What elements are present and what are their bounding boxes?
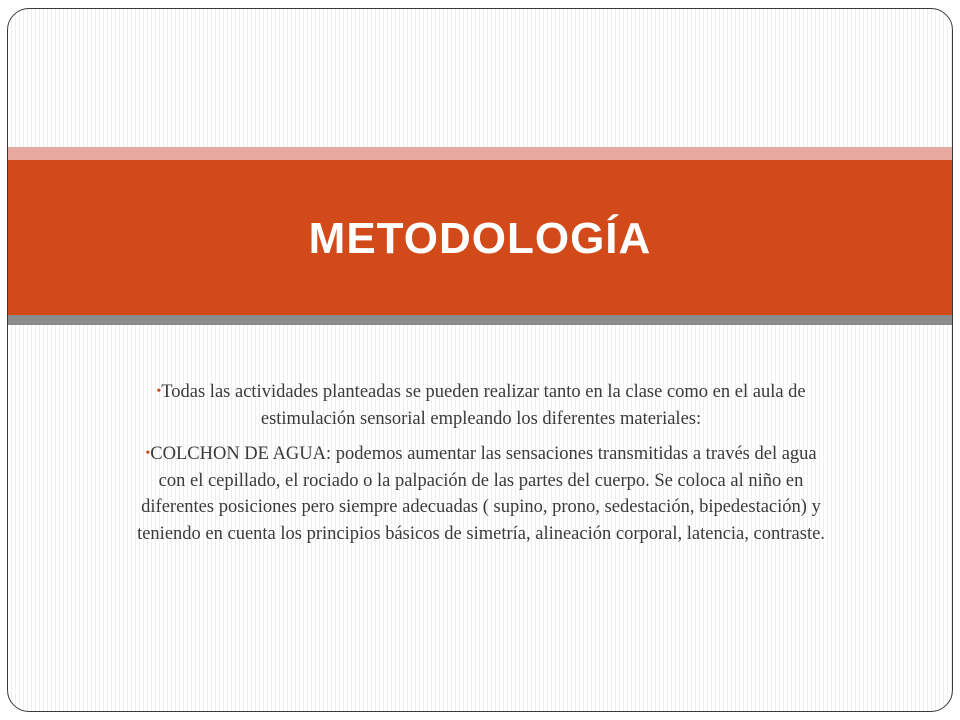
slide-body xyxy=(136,379,826,556)
title-band-bottom-stripe xyxy=(8,315,952,325)
bullet-paragraph xyxy=(136,441,826,547)
slide xyxy=(7,8,953,712)
bullet-icon: • xyxy=(156,384,162,399)
bullet-paragraph xyxy=(136,379,826,432)
bullet-icon: • xyxy=(145,446,151,461)
paragraph-text: COLCHON DE AGUA: podemos aumentar las sensaciones transmitidas a través del agua con el cepillado, el rociado o la palpación de las partes del cuerpo. Se coloca al niño en diferentes posiciones pero siempre adecuadas ( supino, prono, sedestación, bipedestación) y teniendo en cuenta los principios básicos de simetría, alineación corporal, latencia, contraste. xyxy=(137,444,825,544)
paragraph-text: Todas las actividades planteadas se pueden realizar tanto en la clase como en el aula de estimulación sensorial empleando los diferentes materiales: xyxy=(161,382,806,429)
slide-title: METODOLOGÍA xyxy=(308,213,652,263)
title-band xyxy=(8,160,952,315)
title-band-top-stripe xyxy=(8,147,952,160)
